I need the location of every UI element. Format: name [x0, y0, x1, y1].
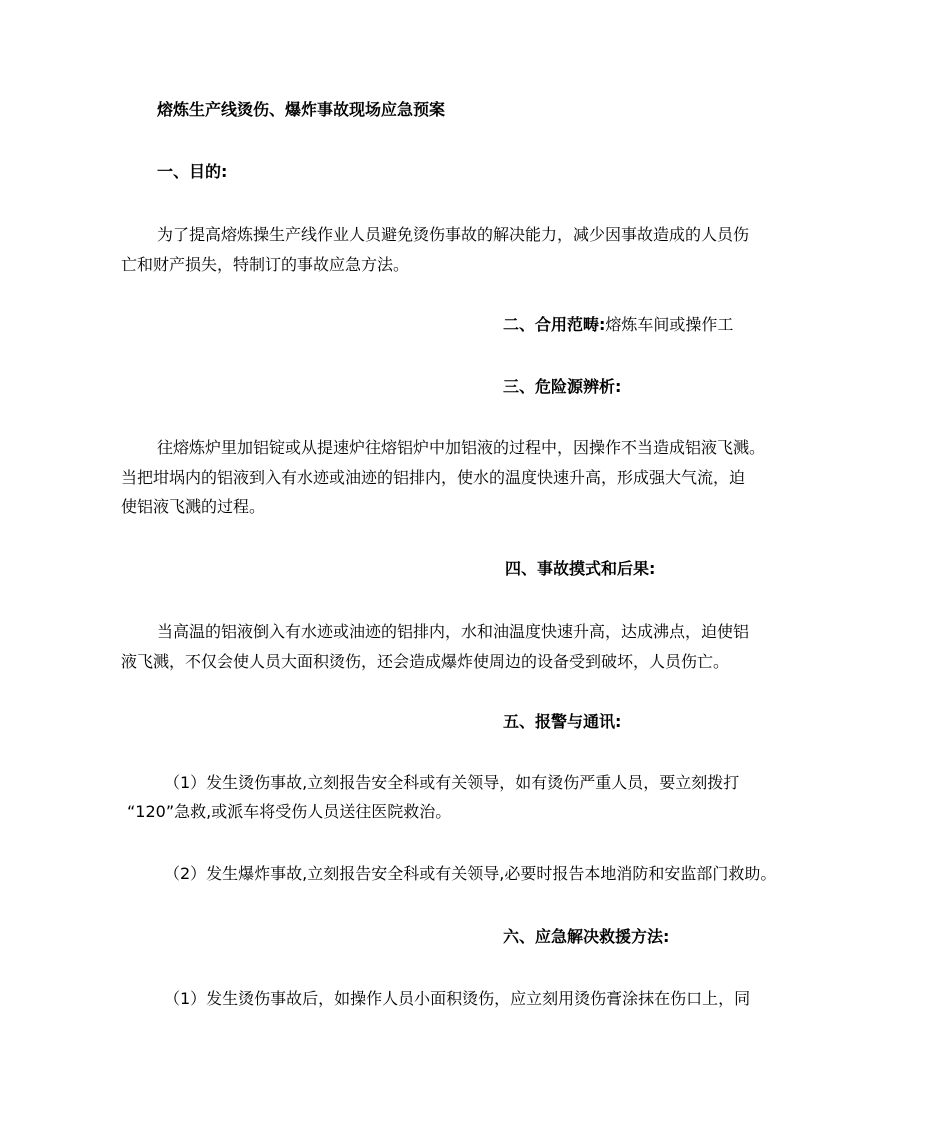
hazard-heading: 三、危险源辨析: [503, 377, 622, 396]
document-title: 熔炼生产线烫伤、爆炸事故现场应急预案 [157, 100, 446, 119]
rescue-heading: 六、应急解决救援方法: [503, 927, 670, 946]
rescue-item1-line-1: （1）发生烫伤事故后，如操作人员小面积烫伤，应立刻用烫伤膏涂抹在伤口上，同 [164, 989, 751, 1008]
alarm-item2: （2）发生爆炸事故,立刻报告安全科或有关领导,必要时报告本地消防和安监部门救助。 [164, 864, 777, 883]
alarm-heading: 五、报警与通讯: [503, 712, 622, 731]
scope-heading: 二、合用范畴: [503, 315, 606, 334]
alarm-item1-line-1: （1）发生烫伤事故,立刻报告安全科或有关领导，如有烫伤严重人员，要立刻拨打 [164, 773, 740, 792]
scope-text: 熔炼车间或操作工 [605, 315, 734, 334]
hazard-line-2: 当把坩埚内的铝液到入有水迹或油迹的铝排内，使水的温度快速升高，形成强大气流，迫 [121, 468, 746, 487]
purpose-heading: 一、目的: [157, 162, 228, 181]
alarm-item1-line-2: “120”急救,或派车将受伤人员送往医院救治。 [127, 802, 452, 821]
consequence-heading: 四、事故摸式和后果: [505, 559, 656, 578]
purpose-heading-row [157, 162, 227, 182]
consequence-line-2: 液飞溅，不仅会使人员大面积烫伤，还会造成爆炸使周边的设备受到破坏，人员伤亡。 [121, 652, 730, 671]
hazard-line-3: 使铝液飞溅的过程。 [121, 497, 266, 516]
hazard-line-1: 往熔炼炉里加铝锭或从提速炉往熔铝炉中加铝液的过程中，因操作不当造成铝液飞溅。 [157, 438, 766, 457]
consequence-line-1: 当高温的铝液倒入有水迹或油迹的铝排内，水和油温度快速升高，达成沸点，迫使铝 [157, 622, 750, 641]
purpose-line-1: 为了提高熔炼操生产线作业人员避免烫伤事故的解决能力，减少因事故造成的人员伤 [157, 225, 750, 244]
scope-row [503, 315, 733, 335]
purpose-line-2: 亡和财产损失，特制订的事故应急方法。 [121, 255, 410, 274]
